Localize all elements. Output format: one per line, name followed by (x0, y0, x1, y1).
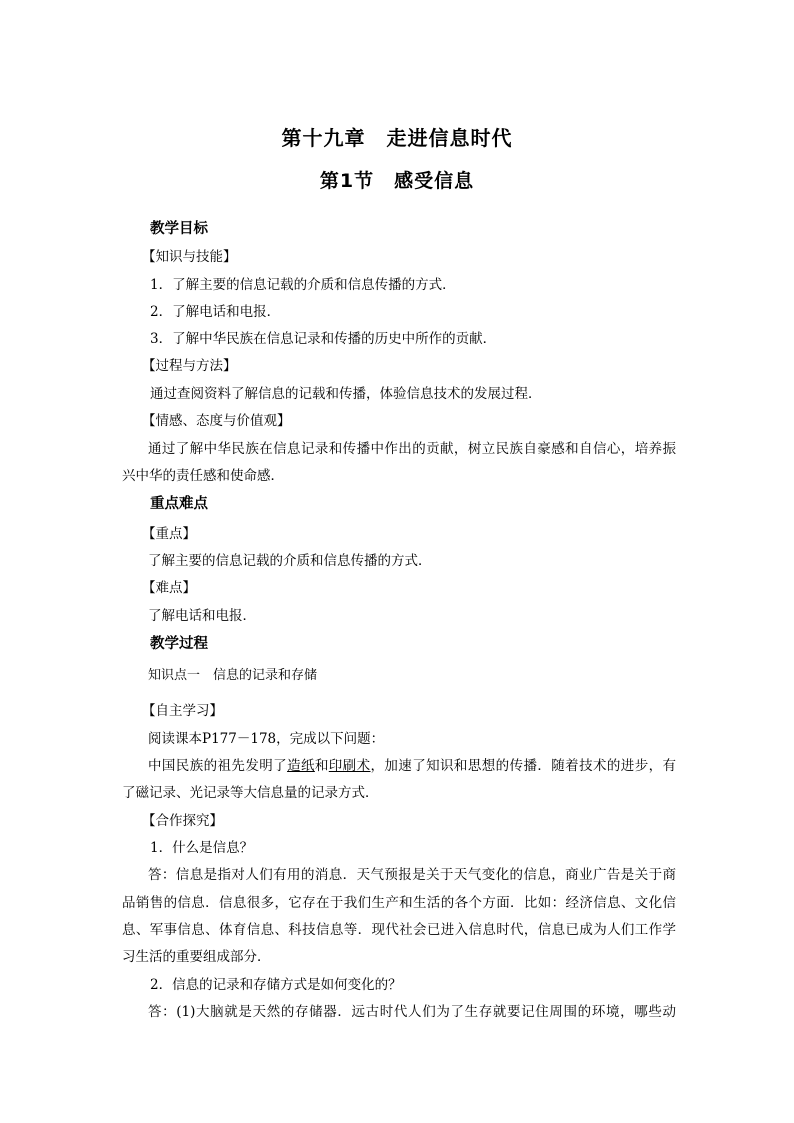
objectives-heading: 教学目标 (150, 221, 208, 237)
difficulty-text: 了解电话和电报． (148, 608, 256, 624)
knowledge-skills-label: 【知识与技能】 (142, 249, 237, 265)
emotion-text-line: 通过了解中华民族在信息记录和传播中作出的贡献，树立民族自豪感和自信心，培养振 (148, 441, 676, 457)
answer-underline: 造纸 (287, 758, 315, 774)
difficulty-label: 【难点】 (142, 580, 196, 596)
chapter-title: 第十九章 走进信息时代 (281, 126, 513, 150)
answer-line: 习生活的重要组成部分． (122, 949, 271, 965)
question: 2．信息的记录和存储方式是如何变化的？ (150, 977, 402, 993)
answer-line: 答：(1)大脑就是天然的存储器．远古时代人们为了生存就要记住周围的环境，哪些动 (148, 1004, 676, 1020)
reading-instruction: 阅读课本P177－178，完成以下问题： (148, 731, 385, 747)
section-title: 第1节 感受信息 (319, 170, 475, 192)
process-heading: 教学过程 (150, 636, 208, 652)
emotion-attitude-label: 【情感、态度与价值观】 (142, 413, 291, 429)
paragraph-line: 了磁记录、光记录等大信息量的记录方式． (122, 785, 379, 801)
answer-line: 息、军事信息、体育信息、科技信息等．现代社会已进入信息时代，信息已成为人们工作学 (122, 922, 676, 938)
objective-item: 2．了解电话和电报． (150, 304, 281, 320)
answer-underline: 印刷术 (328, 758, 371, 774)
paragraph-line: 中国民族的祖先发明了造纸和印刷术，加速了知识和思想的传播．随着技术的进步，有 (148, 758, 677, 774)
answer-line: 答：信息是指对人们有用的消息．天气预报是关于天气变化的信息，商业广告是关于商 (148, 867, 676, 883)
process-method-label: 【过程与方法】 (142, 358, 237, 374)
focus-label: 【重点】 (142, 526, 196, 542)
keypoints-heading: 重点难点 (150, 496, 208, 512)
answer-line: 品销售的信息．信息很多，它存在于我们生产和生活的各个方面．比如：经济信息、文化信 (122, 895, 676, 911)
self-study-label: 【自主学习】 (142, 703, 223, 719)
objective-item: 3．了解中华民族在信息记录和传播的历史中所作的贡献． (150, 331, 497, 347)
emotion-text-line: 兴中华的责任感和使命感． (122, 468, 284, 484)
focus-text: 了解主要的信息记载的介质和信息传播的方式． (148, 553, 432, 569)
knowledge-point-title: 知识点一 信息的记录和存储 (148, 668, 318, 683)
cooperative-label: 【合作探究】 (142, 813, 223, 829)
question: 1．什么是信息？ (150, 840, 254, 856)
objective-item: 1．了解主要的信息记载的介质和信息传播的方式． (150, 277, 456, 293)
process-method-text: 通过查阅资料了解信息的记载和传播，体验信息技术的发展过程． (150, 386, 542, 402)
